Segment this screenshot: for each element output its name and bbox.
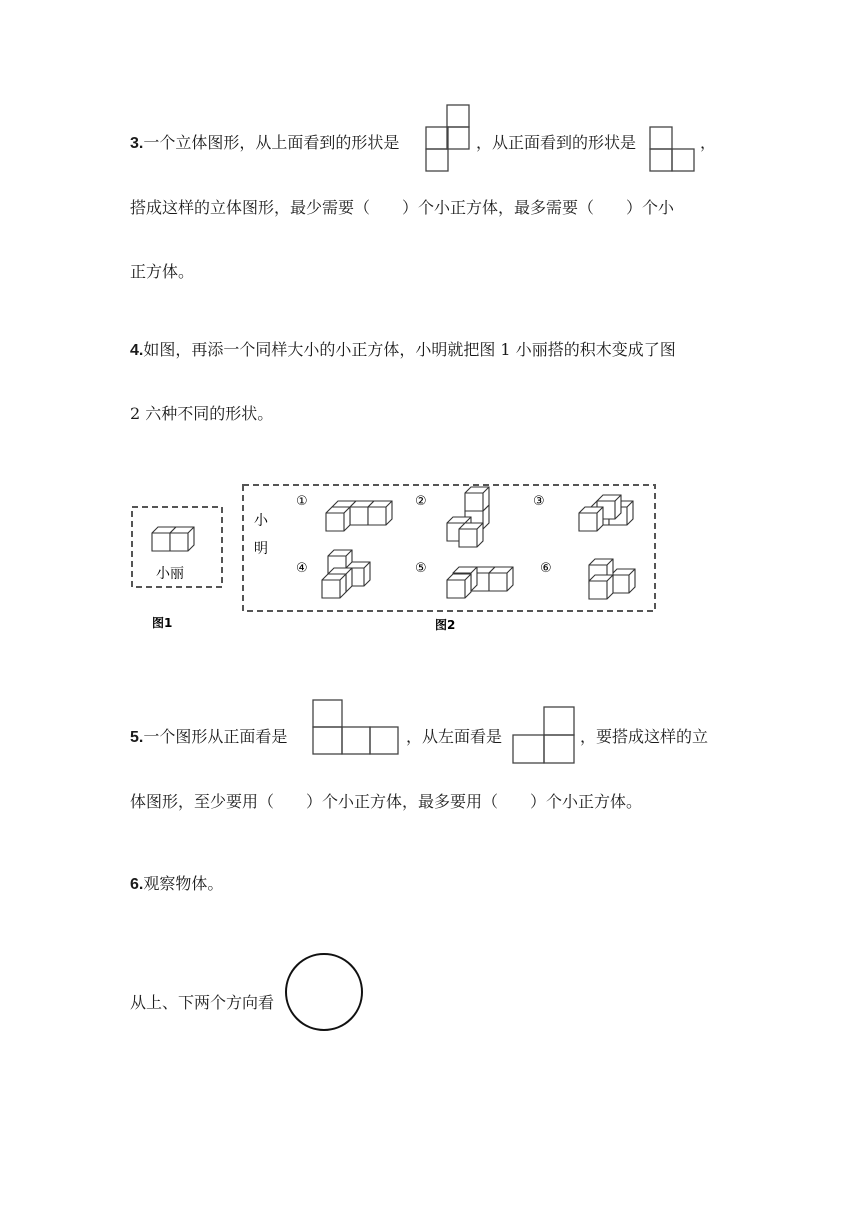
q5-line1-b (406, 727, 502, 747)
q3-line1-c (700, 133, 716, 153)
q5-line1 (130, 727, 287, 748)
shape-3 (579, 495, 633, 531)
q5-text-c: ，要搭成这样的立 (580, 727, 709, 746)
q6-line2: 从上、下两个方向看 (130, 993, 275, 1012)
q4-line1 (130, 340, 676, 361)
q4-line2: 2 六种不同的形状。 (130, 404, 274, 423)
fig2-caption: 图2 (435, 618, 456, 632)
q4-text-1: 如图，再添一个同样大小的小正方体，小明就把图 1 小丽搭的积木变成了图 (143, 340, 676, 359)
q5-left-view-figure (512, 706, 576, 766)
shape-1 (326, 501, 392, 531)
shape-5 (447, 567, 513, 598)
q3-line2: 搭成这样的立体图形，最少需要（ ）个小正方体，最多需要（ ）个小 (130, 198, 675, 217)
marker-5: ⑤ (415, 561, 427, 576)
q3-line1-b (476, 133, 636, 153)
fig2-person-label-1: 小 (254, 513, 268, 529)
q3-top-view-figure (425, 104, 471, 174)
fig1-person-label: 小丽 (156, 566, 184, 582)
marker-4: ④ (296, 561, 308, 576)
q5-front-view-figure (312, 699, 400, 757)
q3-text-c: ， (700, 133, 717, 152)
q5-text-a: 一个图形从正面看是 (143, 727, 288, 746)
fig2-person-label-2: 明 (254, 541, 268, 557)
q6-circle-figure (284, 952, 366, 1034)
q3-text-b: ，从正面看到的形状是 (476, 133, 637, 152)
q3-line1 (130, 133, 399, 154)
q5-line1-c (580, 727, 708, 747)
q3-number: 3. (130, 135, 144, 152)
fig1-blocks (152, 527, 194, 551)
q3-line3: 正方体。 (130, 262, 195, 281)
q6-number: 6. (130, 876, 144, 893)
marker-3: ③ (533, 494, 545, 509)
shape-2 (447, 487, 489, 547)
marker-6: ⑥ (540, 561, 552, 576)
marker-2: ② (415, 494, 427, 509)
shape-4 (322, 550, 370, 598)
q5-line2: 体图形，至少要用（ ）个小正方体，最多要用（ ）个小正方体。 (130, 792, 643, 811)
shape-6 (589, 559, 635, 599)
fig1-caption: 图1 (152, 616, 173, 630)
q5-text-b: ，从左面看是 (406, 727, 503, 746)
q5-number: 5. (130, 729, 144, 746)
q4-figure (125, 475, 665, 635)
q3-text-a: 一个立体图形，从上面看到的形状是 (143, 133, 400, 152)
q4-number: 4. (130, 342, 144, 359)
q3-front-view-figure (649, 126, 695, 174)
q6-line1 (130, 874, 223, 895)
q6-text-1: 观察物体。 (143, 874, 224, 893)
marker-1: ① (296, 494, 308, 509)
